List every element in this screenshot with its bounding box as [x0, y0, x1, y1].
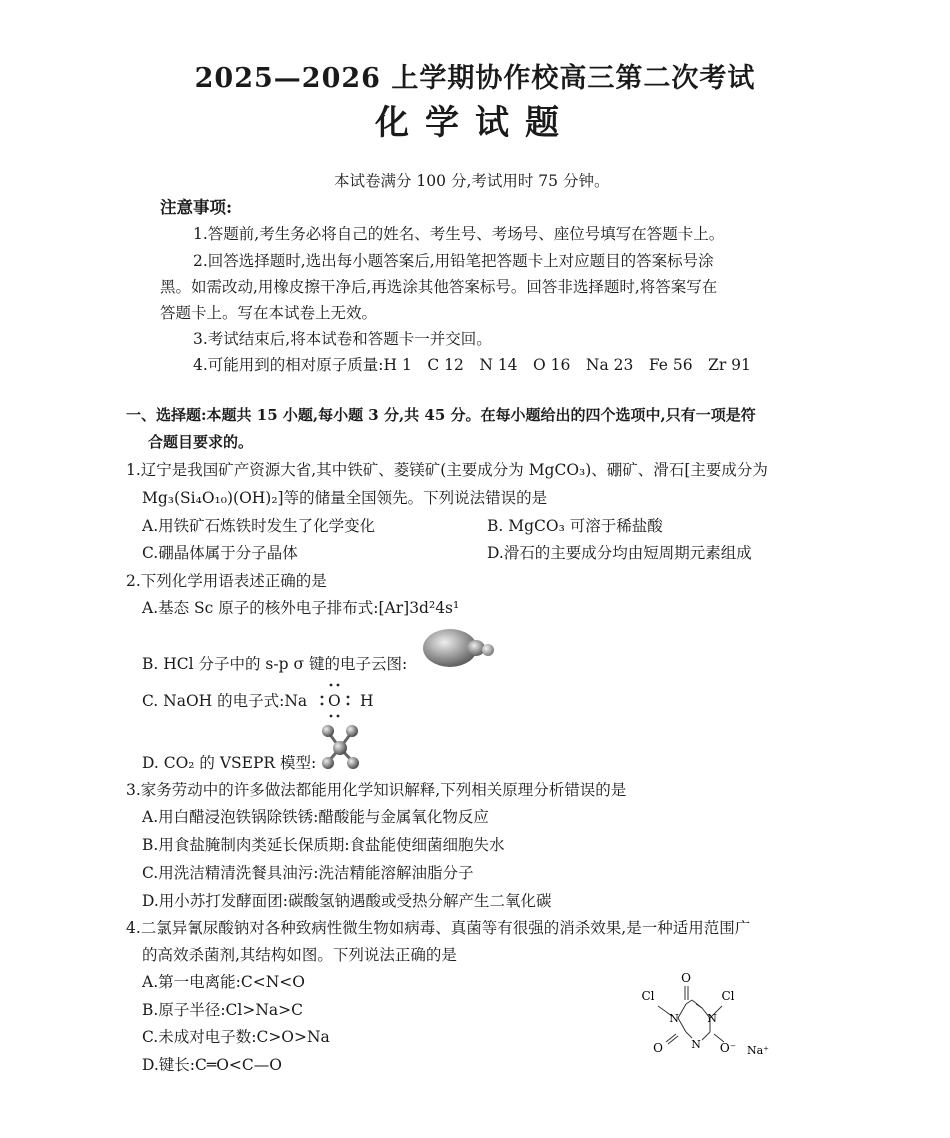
- q2-option-c: [142, 690, 307, 712]
- q1-option-c: C.硼晶体属于分子晶体: [142, 544, 298, 562]
- struct-o-top: O: [681, 971, 691, 985]
- hcl-orbital-image: [420, 624, 500, 672]
- q3-option-a: A.用白醋浸泡铁锅除铁锈:醋酸能与金属氧化物反应: [142, 808, 489, 826]
- struct-n-right: N: [707, 1012, 717, 1025]
- q4-option-c: C.未成对电子数:C>O>Na: [142, 1028, 330, 1046]
- struct-na: Na⁺: [747, 1044, 769, 1057]
- dichloroisocyanurate-structure: [630, 968, 790, 1068]
- q2-option-a: A.基态 Sc 原子的核外电子排布式:[Ar]3d²4s¹: [142, 599, 460, 617]
- subject-title: 化学试题: [375, 103, 575, 143]
- exam-title: 2025—2026 上学期协作校高三第二次考试: [194, 63, 756, 94]
- notice-item-2-line-2: 黑。如需改动,用橡皮擦干净后,再选涂其他答案标号。回答非选择题时,将答案写在: [160, 278, 718, 296]
- naoh-oxygen-label: O: [328, 692, 341, 710]
- q1-option-d: D.滑石的主要成分均由短周期元素组成: [487, 544, 752, 562]
- naoh-na-label: C. NaOH 的电子式:Na: [142, 692, 308, 710]
- q4-option-b: B.原子半径:Cl>Na>C: [142, 1001, 303, 1019]
- naoh-hydrogen-label: H: [360, 692, 374, 710]
- q1-option-a: A.用铁矿石炼铁时发生了化学变化: [142, 517, 376, 535]
- notice-heading: 注意事项:: [160, 198, 233, 217]
- struct-o-right: O⁻: [719, 1041, 737, 1055]
- q1-option-b: B. MgCO₃ 可溶于稀盐酸: [487, 517, 663, 535]
- q3-option-b: B.用食盐腌制肉类延长保质期:食盐能使细菌细胞失水: [142, 836, 505, 854]
- section-heading-line-1: 一、选择题:本题共 15 小题,每小题 3 分,共 45 分。在每小题给出的四个选项中,只有一项是符: [126, 406, 756, 424]
- section-heading-line-2: 合题目要求的。: [148, 433, 254, 451]
- q3-option-c: C.用洗洁精清洗餐具油污:洗洁精能溶解油脂分子: [142, 864, 474, 882]
- struct-cl-right: Cl: [721, 989, 735, 1003]
- naoh-electron-dots: [316, 680, 366, 720]
- q2-option-d: D. CO₂ 的 VSEPR 模型:: [142, 754, 317, 772]
- q4-option-d: D.键长:C═O<C—O: [142, 1056, 282, 1074]
- q2-stem: 2.下列化学用语表述正确的是: [126, 572, 327, 590]
- q3-stem: 3.家务劳动中的许多做法都能用化学知识解释,下列相关原理分析错误的是: [126, 781, 627, 799]
- q1-stem-line-1: 1.辽宁是我国矿产资源大省,其中铁矿、菱镁矿(主要成分为 MgCO₃)、硼矿、滑石[主要成分为: [126, 461, 768, 479]
- notice-item-3: 3.考试结束后,将本试卷和答题卡一并交回。: [193, 330, 492, 348]
- notice-item-4: 4.可能用到的相对原子质量:H 1 C 12 N 14 O 16 Na 23 Fe 56 Zr 91: [193, 356, 751, 374]
- exam-intro: 本试卷满分 100 分,考试用时 75 分钟。: [334, 172, 610, 190]
- q2-option-b: B. HCl 分子中的 s-p σ 键的电子云图:: [142, 655, 408, 673]
- struct-n-bottom: N: [691, 1038, 701, 1051]
- co2-vsepr-model-image: [320, 722, 360, 772]
- struct-n-left: N: [669, 1012, 679, 1025]
- notice-item-1: 1.答题前,考生务必将自己的姓名、考生号、考场号、座位号填写在答题卡上。: [193, 225, 725, 243]
- q4-option-a: A.第一电离能:C<N<O: [142, 973, 305, 991]
- q4-stem-line-2: 的高效杀菌剂,其结构如图。下列说法正确的是: [142, 946, 457, 964]
- notice-item-2-line-1: 2.回答选择题时,选出每小题答案后,用铅笔把答题卡上对应题目的答案标号涂: [193, 252, 714, 270]
- struct-cl-left: Cl: [641, 989, 655, 1003]
- struct-o-left: O: [653, 1041, 663, 1055]
- notice-item-2-line-3: 答题卡上。写在本试卷上无效。: [160, 304, 378, 322]
- q1-stem-line-2: Mg₃(Si₄O₁₀)(OH)₂]等的储量全国领先。下列说法错误的是: [142, 489, 548, 507]
- q3-option-d: D.用小苏打发酵面团:碳酸氢钠遇酸或受热分解产生二氧化碳: [142, 892, 552, 910]
- q4-stem-line-1: 4.二氯异氰尿酸钠对各种致病性微生物如病毒、真菌等有很强的消杀效果,是一种适用范围广: [126, 919, 751, 937]
